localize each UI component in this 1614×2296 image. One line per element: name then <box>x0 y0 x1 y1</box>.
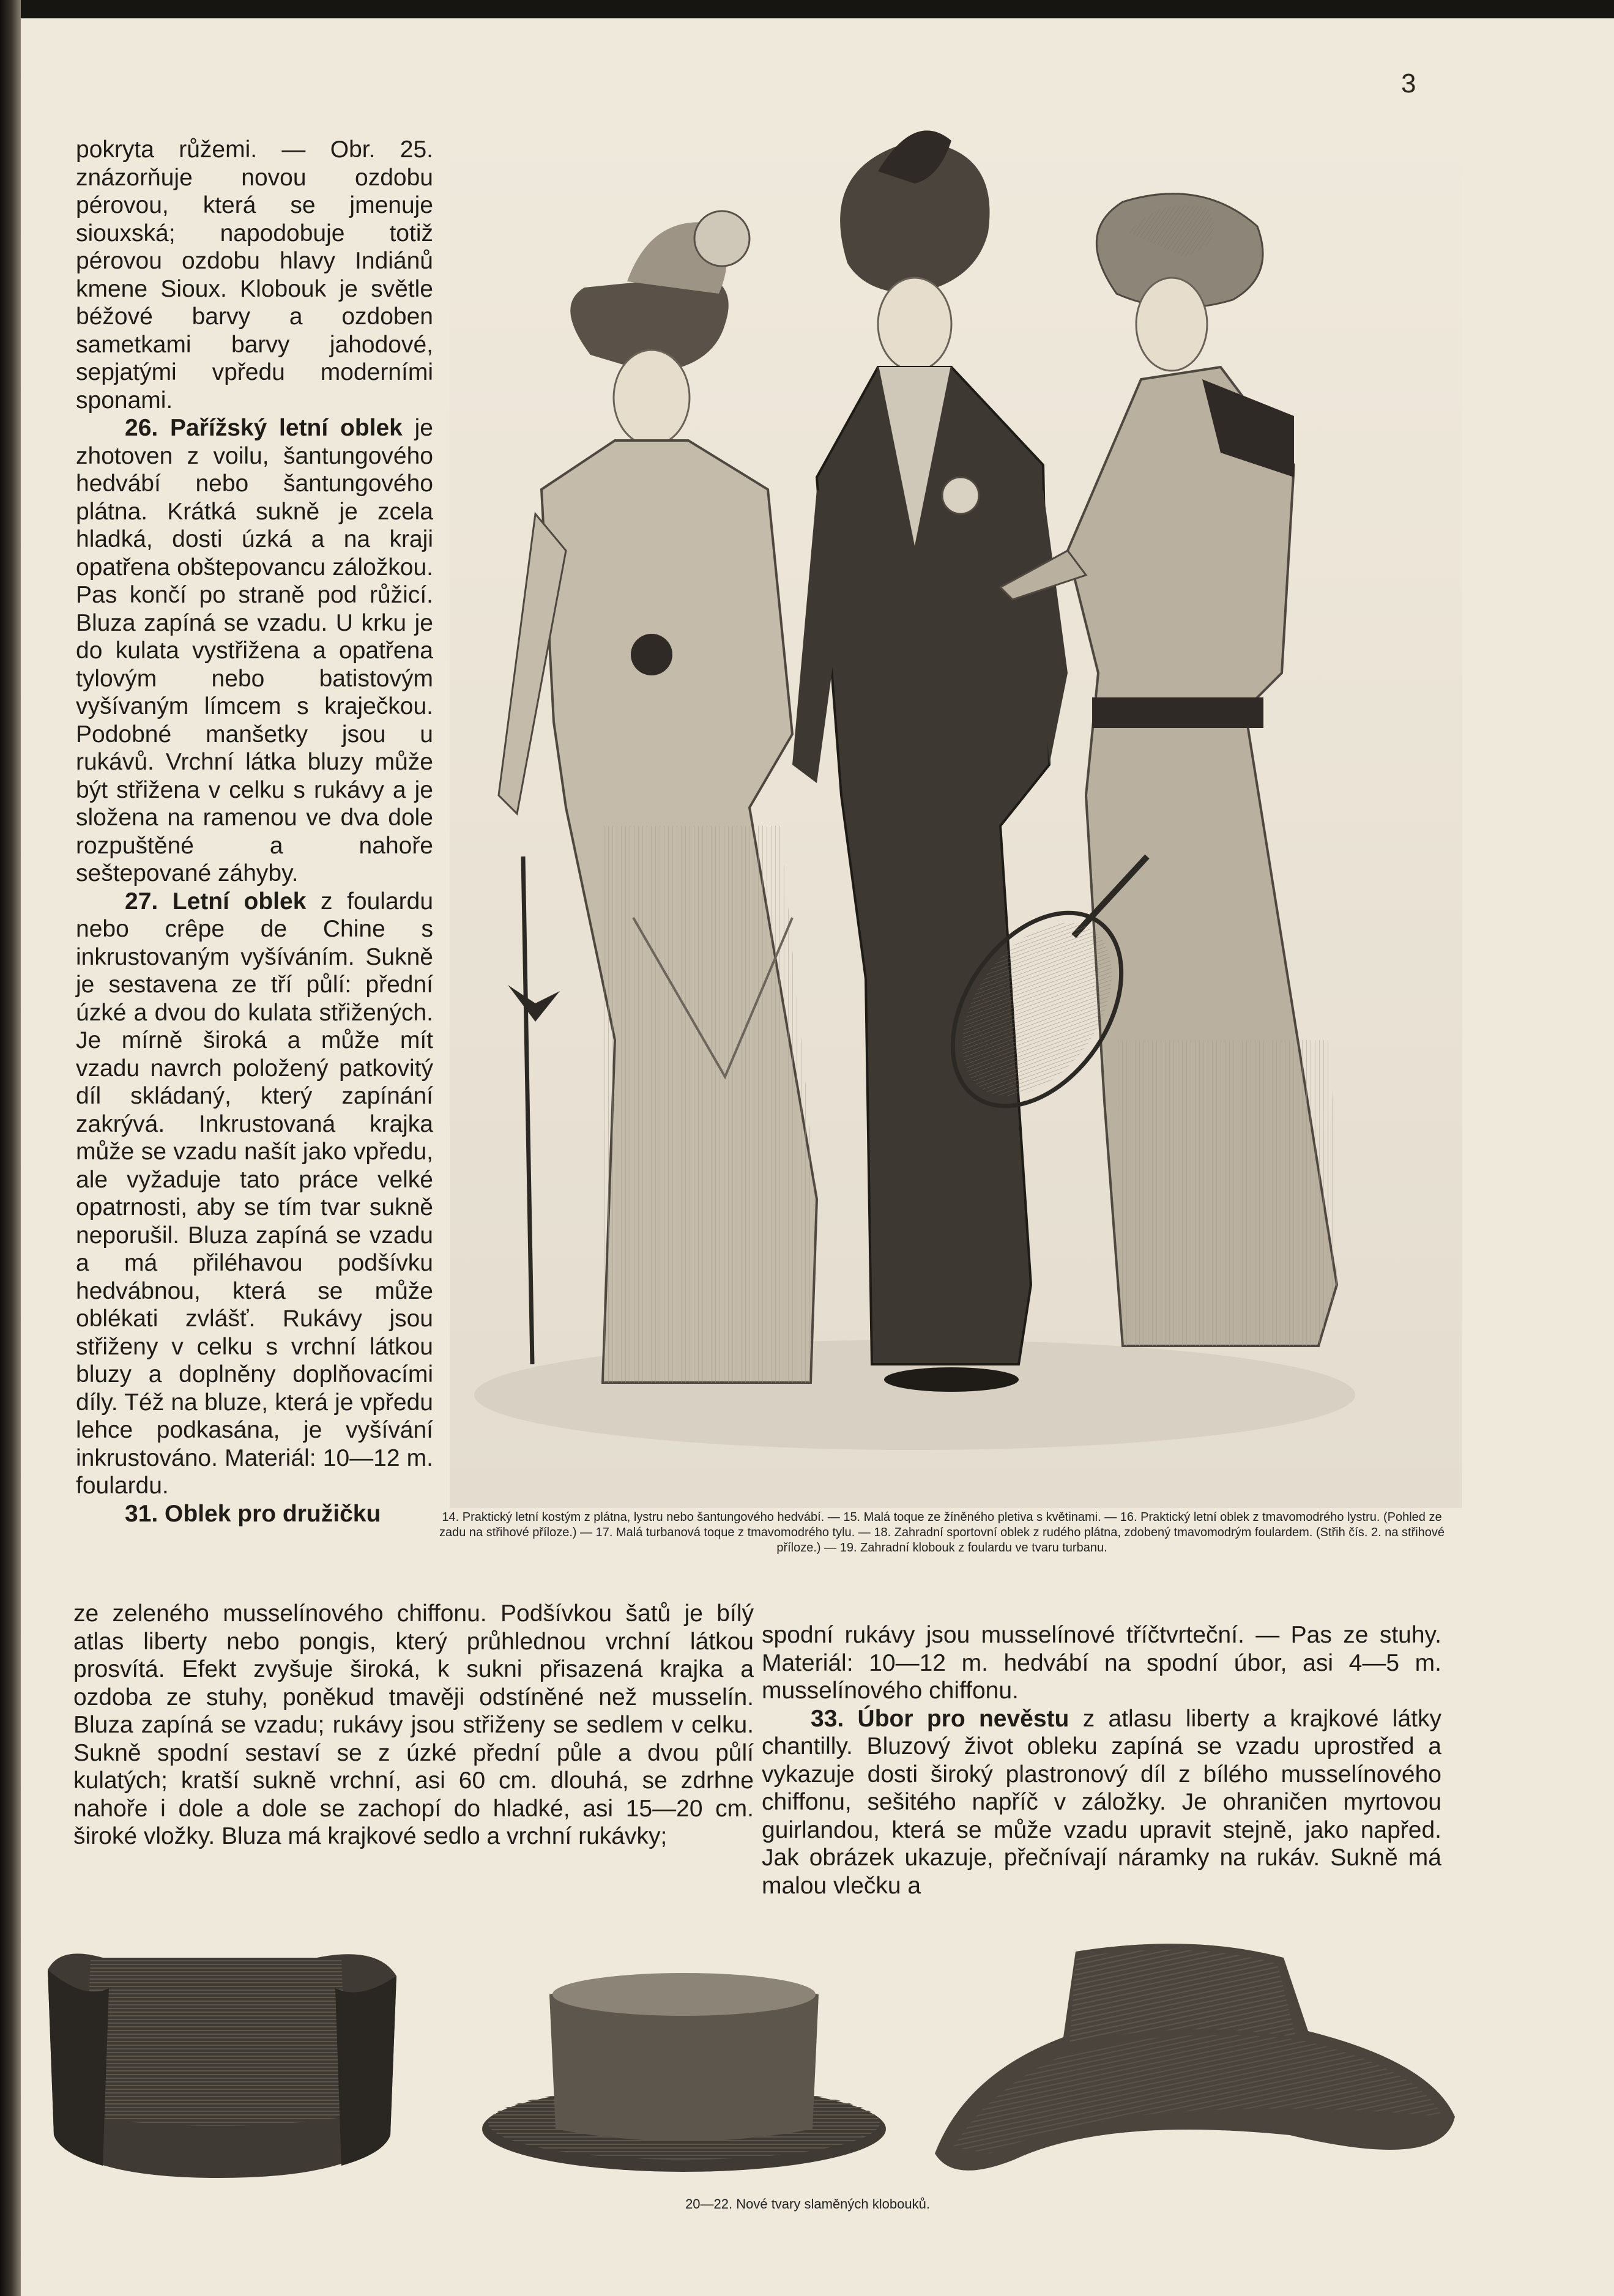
bottom-left-text: ze zeleného musselínového chiffonu. Podšívkou šatů je bílý atlas liberty nebo pongis, který průhlednou vrchní látkou prosvítá. Efekt zvyšuje široká, k sukni přisazená krajka a ozdoba ze stuhy, poněkud tmavěji odstíněné než musselín. Bluza zapíná se vzadu; rukávy jsou střiženy se sedlem v celku. Sukně spodní sestaví se z úzké přední půle a dvou půlí kulatých; kratší sukně vrchní, asi 60 cm. dlouhá, se zdrhne nahoře i dole a dole se zachopí do hladké, asi 15—20 cm. široké vložky. Bluza má krajkové sedlo a vrchní rukávky; <box>73 1600 754 1849</box>
hats-caption: 20—22. Nové tvary slaměných klobouků. <box>685 2196 930 2212</box>
straw-hats-illustration <box>35 1933 1467 2184</box>
page-number: 3 <box>1401 69 1416 98</box>
heading-27: 27. Letní oblek <box>125 888 307 915</box>
heading-26: 26. Pařížský letní oblek <box>125 415 403 441</box>
hat-22 <box>935 1944 1455 2171</box>
paragraph-31-heading <box>76 1500 433 1528</box>
hat-20 <box>48 1953 396 2178</box>
heading-33: 33. Úbor pro nevěstu <box>811 1705 1069 1732</box>
left-text-column <box>76 136 433 1528</box>
hat-21 <box>482 1973 886 2172</box>
paragraph-26: 26. Pařížský letní oblek je zhotoven z voilu, šantungového hedvábí nebo šantungového plátna. Krátká sukně je zcela hladká, dosti úzká a na kraji opatřena obštepovancu záložkou. Pas končí po straně pod růžicí. Bluza zapíná se vzadu. U krku je do kulata vystřižena a opatřena tylovým nebo batistovým vyšívaným límcem s kraječkou. Podobné manšetky jsou u rukávů. Vrchní látka bluzy může být střižena v celku s rukávy a je složena na ramenou ve dva dole rozpuštěné a nahoře seštepované záhyby. <box>76 415 433 886</box>
paragraph-continued: spodní rukávy jsou musselínové tříčtvrteční. — Pas ze stuhy. Materiál: 10—12 m. hedvábí na spodní úbor, asi 4—5 m. musselínového chiffonu. <box>762 1622 1441 1704</box>
paragraph-intro: pokryta růžemi. — Obr. 25. znázorňuje novou ozdobu pérovou, která se jmenuje siouxská; napodobuje totiž pérovou ozdobu hlavy Indiánů kmene Sioux. Klobouk je světle béžové barvy a ozdoben sametkami barvy jahodové, sepjatými vpředu moderními sponami. <box>76 136 433 414</box>
three-ladies-engraving <box>450 122 1462 1508</box>
fashion-illustration <box>450 122 1462 1508</box>
bottom-right-text <box>762 1621 1441 1900</box>
page-edge-shadow <box>0 0 21 2296</box>
paragraph-27: 27. Letní oblek z foulardu nebo crêpe de Chine s inkrustovaným vyšíváním. Sukně je sestavena ze tří půlí: přední úzké a dvou do kulata střižených. Je mírně široká a může mít vzadu navrch položený patkovitý díl skládaný, který zapínání zakrývá. Inkrustovaná krajka může se vzadu našít jako vpředu, ale vyžaduje tato práce velké opatrnosti, aby se tím tvar sukně neporušil. Bluza zapíná se vzadu a má přiléhavou podšívku hedvábnou, která se může oblékati zvlášť. Rukávy jsou střiženy v celku s vrchní látkou bluzy a doplněny doplňovacími díly. Též na bluze, která je vpředu lehce podkasána, je vyšívání inkrustováno. Materiál: 10—12 m. foulardu. <box>76 888 434 1499</box>
figure-caption-14-19: 14. Praktický letní kostým z plátna, lystru nebo šantungového hedvábí. — 15. Malá toque ze žíněného pletiva s květinami. — 16. Praktický letní oblek z tmavomodrého lystru. (Pohled ze zadu na střihové příloze.) — 17. Malá turbanová toque z tmavomodrého tylu. — 18. Zahradní sportovní oblek z rudého plátna, zdobený tmavomodrým foulardem. (Střih čís. 2. na střihové příloze.) — 19. Zahradní klobouk z foulardu ve tvaru turbanu. <box>439 1510 1445 1555</box>
paragraph-33: 33. Úbor pro nevěstu z atlasu liberty a krajkové látky chantilly. Bluzový život obleku zapíná se vzadu uprostřed a vykazuje dosti široký plastronový díl z bílého musselínového chiffonu, sešitého napříč v záložky. Je ohraničen myrtovou guirlandou, která se může vzadu upravit stejně, jako napřed. Jak obrázek ukazuje, přečnívají náramky na rukáv. Sukně má malou vlečku a <box>762 1705 1441 1899</box>
heading-31: 31. Oblek pro družičku <box>125 1500 381 1527</box>
three-straw-hats <box>35 1933 1467 2184</box>
